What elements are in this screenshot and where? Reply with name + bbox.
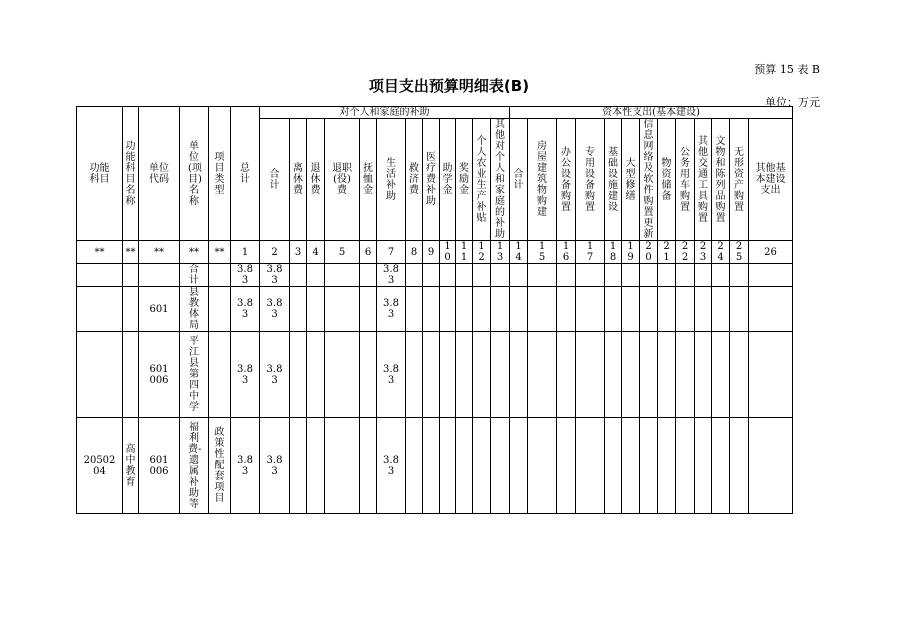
total-cell: 3.83 <box>231 418 260 514</box>
index-cell: 13 <box>491 241 510 264</box>
table-row <box>77 264 793 287</box>
index-cell: 16 <box>557 241 576 264</box>
col-func-name: 功能科目名称 <box>123 107 139 241</box>
col-c-total: 合计 <box>510 119 528 241</box>
index-cell: 8 <box>406 241 423 264</box>
proj-type-cell: 政策性配套项目 <box>209 418 231 514</box>
col-scholarship: 助学金 <box>440 119 456 241</box>
living-cell: 3.83 <box>377 287 406 332</box>
col-reward: 奖励金 <box>456 119 473 241</box>
unit-name-cell: 合计 <box>180 264 209 287</box>
col-retire: 离休费 <box>290 119 307 241</box>
func-code-cell <box>77 264 123 287</box>
group-personal: 对个人和家庭的补助 <box>260 107 510 119</box>
unit-code-cell: 601 <box>139 287 180 332</box>
col-proj-type: 项目类型 <box>209 107 231 241</box>
col-unit-name: 单位(项目)名称 <box>180 107 209 241</box>
index-cell: ** <box>180 241 209 264</box>
index-cell: 1 <box>231 241 260 264</box>
p-total-cell: 3.83 <box>260 332 290 418</box>
index-cell: ** <box>77 241 123 264</box>
func-code-cell <box>77 332 123 418</box>
func-name-cell <box>123 287 139 332</box>
index-cell: ** <box>139 241 180 264</box>
func-code-cell <box>77 287 123 332</box>
col-other-personal: 其他对个人和家庭的补助 <box>491 119 510 241</box>
index-cell: 3 <box>290 241 307 264</box>
table-row <box>77 287 793 332</box>
col-building: 房屋建筑物购建 <box>528 119 557 241</box>
living-cell: 3.83 <box>377 264 406 287</box>
index-cell: ** <box>209 241 231 264</box>
unit-code-cell <box>139 264 180 287</box>
index-cell: 21 <box>658 241 676 264</box>
index-cell: 2 <box>260 241 290 264</box>
index-cell: 6 <box>360 241 377 264</box>
index-cell: 5 <box>325 241 360 264</box>
unit-name-cell: 县教体局 <box>180 287 209 332</box>
col-medical: 医疗费补助 <box>423 119 440 241</box>
col-farm: 个人农业生产补贴 <box>473 119 491 241</box>
index-cell: 9 <box>423 241 440 264</box>
unit-code-cell: 601006 <box>139 332 180 418</box>
total-cell: 3.83 <box>231 287 260 332</box>
unit-label: 单位：万元 <box>765 96 820 109</box>
func-name-cell: 高中教育 <box>123 418 139 514</box>
index-cell: 7 <box>377 241 406 264</box>
col-unit-code: 单位代码 <box>139 107 180 241</box>
budget-table <box>76 106 793 514</box>
col-total: 总计 <box>231 107 260 241</box>
p-total-cell: 3.83 <box>260 418 290 514</box>
unit-name-cell: 平江县第四中学 <box>180 332 209 418</box>
index-cell: 23 <box>695 241 712 264</box>
col-intangible: 无形资产购置 <box>730 119 749 241</box>
index-cell: ** <box>123 241 139 264</box>
col-retire2: 退休费 <box>307 119 325 241</box>
table-row <box>77 418 793 514</box>
total-cell: 3.83 <box>231 264 260 287</box>
index-cell: 15 <box>528 241 557 264</box>
col-living: 生活补助 <box>377 119 406 241</box>
col-func-code: 功能科目 <box>77 107 123 241</box>
index-cell: 25 <box>730 241 749 264</box>
col-office: 办公设备购置 <box>557 119 576 241</box>
col-p-total: 合计 <box>260 119 290 241</box>
col-cultural: 文物和陈列品购置 <box>712 119 730 241</box>
index-cell: 14 <box>510 241 528 264</box>
index-cell: 24 <box>712 241 730 264</box>
unit-code-cell: 601006 <box>139 418 180 514</box>
col-vehicle: 公务用车购置 <box>676 119 695 241</box>
col-repair: 大型修缮 <box>622 119 640 241</box>
col-infra: 基础设施建设 <box>605 119 622 241</box>
col-pension: 抚恤金 <box>360 119 377 241</box>
index-cell: 18 <box>605 241 622 264</box>
p-total-cell: 3.83 <box>260 287 290 332</box>
p-total-cell: 3.83 <box>260 264 290 287</box>
col-special: 专用设备购置 <box>576 119 605 241</box>
unit-name-cell: 福利费-遗属补助等 <box>180 418 209 514</box>
index-cell: 20 <box>640 241 658 264</box>
index-cell: 22 <box>676 241 695 264</box>
index-cell: 12 <box>473 241 491 264</box>
col-other-capital: 其他基本建设支出 <box>749 119 793 241</box>
index-cell: 17 <box>576 241 605 264</box>
proj-type-cell <box>209 264 231 287</box>
page-title: 项目支出预算明细表(B) <box>368 77 530 95</box>
proj-type-cell <box>209 332 231 418</box>
col-resign: 退职(役)费 <box>325 119 360 241</box>
proj-type-cell <box>209 287 231 332</box>
index-cell: 19 <box>622 241 640 264</box>
index-row <box>77 241 793 264</box>
func-name-cell <box>123 264 139 287</box>
col-it: 信息网络及软件购置更新 <box>640 119 658 241</box>
func-code-cell: 2050204 <box>77 418 123 514</box>
col-transport: 其他交通工具购置 <box>695 119 712 241</box>
index-cell: 26 <box>749 241 793 264</box>
index-cell: 4 <box>307 241 325 264</box>
form-number: 预算 15 表 B <box>754 63 820 76</box>
living-cell: 3.83 <box>377 332 406 418</box>
col-relief: 救济费 <box>406 119 423 241</box>
group-capital: 资本性支出(基本建设) <box>510 107 793 119</box>
func-name-cell <box>123 332 139 418</box>
total-cell: 3.83 <box>231 332 260 418</box>
table-row <box>77 332 793 418</box>
col-reserve: 物资储备 <box>658 119 676 241</box>
living-cell: 3.83 <box>377 418 406 514</box>
index-cell: 10 <box>440 241 456 264</box>
index-cell: 11 <box>456 241 473 264</box>
